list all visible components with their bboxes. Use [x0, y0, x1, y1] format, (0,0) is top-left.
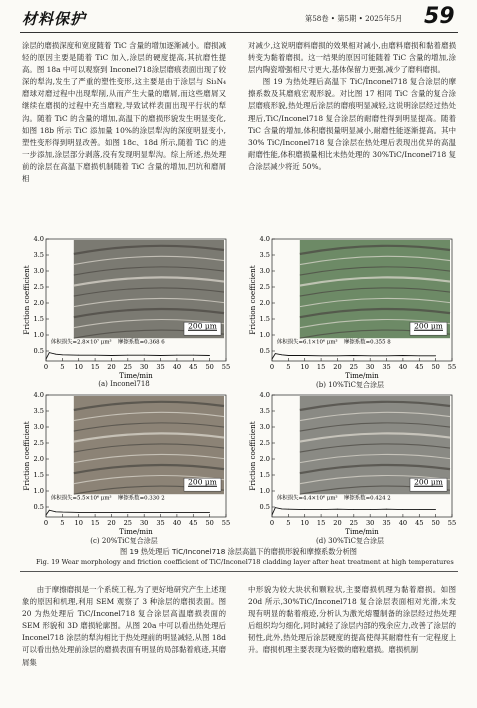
x-tick-label: 40 — [172, 519, 182, 527]
y-axis-title: Friction coefficient — [248, 421, 257, 491]
cof-point — [62, 354, 63, 355]
x-tick-label: 45 — [415, 363, 424, 371]
x-tick-label: 20 — [107, 363, 116, 371]
x-tick-label: 35 — [156, 363, 165, 371]
cof-point — [353, 509, 354, 510]
x-tick-label: 40 — [398, 519, 408, 527]
scale-bar-label: 200 μm — [188, 321, 217, 331]
cof-point — [281, 354, 282, 355]
mean-cof-label: 摩擦系数=0.424 2 — [344, 495, 391, 502]
x-axis-title: Time/min — [345, 528, 379, 535]
x-tick-label: 25 — [349, 519, 359, 527]
cof-point — [193, 512, 194, 513]
cof-point — [337, 509, 338, 510]
cof-point — [144, 512, 145, 513]
figure-caption-en: Fig. 19 Wear morphology and friction coefficient of TiC/Inconel718 cladding layer after heat treatment at high temperatures — [36, 558, 454, 566]
x-tick-label: 55 — [447, 519, 456, 527]
x-tick-label: 35 — [156, 519, 165, 527]
text-column-top-left — [22, 40, 226, 185]
cof-point — [419, 509, 420, 510]
x-tick-label: 20 — [107, 519, 116, 527]
x-tick-label: 55 — [447, 363, 456, 371]
friction-chart-c — [22, 392, 230, 535]
x-tick-label: 5 — [60, 519, 65, 527]
x-tick-label: 0 — [43, 519, 49, 527]
x-tick-label: 50 — [205, 519, 214, 527]
y-tick-label: 1.0 — [33, 487, 44, 496]
cof-point — [144, 355, 145, 356]
panel-label-b: (b) 10%TiC复合涂层 — [316, 381, 384, 389]
y-tick-label: 4.0 — [33, 236, 44, 244]
x-axis-title: Time/min — [345, 372, 379, 379]
cof-point — [435, 355, 436, 356]
x-tick-label: 10 — [300, 519, 309, 527]
cof-point — [127, 355, 128, 356]
x-tick-label: 5 — [60, 363, 65, 371]
scale-bar-label: 200 μm — [414, 477, 443, 487]
y-tick-label: 2.0 — [259, 455, 270, 464]
volume-loss-label: 体积损失=5.5×10⁶ μm³ — [50, 495, 112, 502]
y-tick-label: 3.5 — [33, 407, 44, 416]
y-tick-label: 1.5 — [259, 315, 270, 324]
cof-point — [386, 509, 387, 510]
x-tick-label: 20 — [333, 519, 342, 527]
y-tick-label: 1.0 — [259, 331, 270, 340]
x-tick-label: 0 — [269, 363, 275, 371]
x-tick-label: 5 — [286, 519, 291, 527]
y-axis-title: Friction coefficient — [248, 265, 257, 335]
cof-point — [49, 352, 50, 353]
x-tick-label: 30 — [365, 519, 375, 527]
cof-point — [403, 355, 404, 356]
y-tick-label: 2.0 — [33, 455, 44, 464]
x-tick-label: 50 — [205, 363, 214, 371]
cof-point — [288, 509, 289, 510]
x-tick-label: 0 — [43, 363, 49, 371]
journal-title: 材料保护 — [22, 10, 87, 28]
y-tick-label: 3.5 — [259, 407, 270, 416]
x-tick-label: 50 — [431, 519, 440, 527]
cof-point — [62, 512, 63, 513]
y-tick-label: 1.5 — [259, 471, 270, 480]
mean-cof-label: 摩擦系数=0.330 2 — [118, 495, 165, 502]
y-tick-label: 4.0 — [33, 392, 44, 400]
text-column-bottom-left — [22, 584, 226, 669]
paragraph: 涂层的磨损深度和宽度随着 TiC 含量的增加逐渐减小。磨损减轻的原因主要是随着 TiC 加入,涂层的硬度提高,其抗磨性提高。图 18a 中可以观察到 Inconel718涂层磨痕表面出现了较深的犁沟,发生了严重的塑性变形,这主要是由于涂层与 Si₃N₄磨球对磨过程中出现犁削,从而产生大量的磨屑,而这些磨屑又继续在磨损的过程中充当磨粒,导致试样表面出现平行状的犁沟。随着 TiC 的含量的增加,高温下的磨损形貌发生明显变化,如图 18b 所示 TiC 添加量 10%的涂层犁沟的深度明显变小,塑性变形得到明显改善。如图 18c、18d 所示,随着 TiC 的进一步添加,涂层部分剥落,没有发现明显犁沟。综上所述,热处理前的涂层在高温下磨损机制随着 TiC 含量的增加,凹坑和磨屑相 — [22, 41, 226, 184]
cof-point — [281, 509, 282, 510]
mean-cof-label: 摩擦系数=0.355 8 — [344, 339, 391, 346]
panel-label-d: (d) 30%TiC复合涂层 — [316, 537, 384, 545]
y-tick-label: 3.0 — [259, 267, 270, 276]
cof-point — [160, 512, 161, 513]
cof-point — [55, 354, 56, 355]
text-column-bottom-right — [248, 584, 456, 657]
cof-point — [209, 355, 210, 356]
friction-chart-a — [22, 236, 230, 379]
cof-point — [177, 512, 178, 513]
cof-point — [127, 512, 128, 513]
scale-bar-label: 200 μm — [414, 321, 443, 331]
x-axis-title: Time/min — [119, 372, 153, 379]
y-tick-label: 1.0 — [33, 331, 44, 340]
y-tick-label: 0.5 — [259, 347, 270, 356]
cof-point — [304, 355, 305, 356]
y-tick-label: 2.5 — [259, 283, 270, 292]
y-tick-label: 3.0 — [33, 267, 44, 276]
text-column-top-right — [248, 40, 456, 173]
x-tick-label: 45 — [189, 363, 198, 371]
cof-point — [403, 509, 404, 510]
x-axis-title: Time/min — [119, 528, 153, 535]
x-tick-label: 45 — [415, 519, 424, 527]
y-tick-label: 2.5 — [259, 439, 270, 448]
volume-loss-label: 体积损失=2.8×10⁷ μm³ — [50, 339, 112, 346]
x-tick-label: 0 — [269, 519, 275, 527]
x-tick-label: 50 — [431, 363, 440, 371]
y-tick-label: 3.5 — [33, 251, 44, 260]
friction-chart-b — [248, 236, 456, 379]
x-tick-label: 10 — [74, 519, 83, 527]
y-tick-label: 3.5 — [259, 251, 270, 260]
x-tick-label: 40 — [398, 363, 408, 371]
x-tick-label: 5 — [286, 363, 291, 371]
cof-point — [353, 355, 354, 356]
cof-point — [370, 355, 371, 356]
x-tick-label: 15 — [90, 519, 100, 527]
cof-point — [337, 355, 338, 356]
cof-point — [160, 355, 161, 356]
y-tick-label: 1.0 — [259, 487, 270, 496]
x-tick-label: 30 — [139, 519, 149, 527]
cof-point — [275, 353, 276, 354]
x-tick-label: 25 — [349, 363, 359, 371]
cof-point — [95, 355, 96, 356]
x-tick-label: 55 — [221, 363, 230, 371]
figure-panel-c — [22, 392, 230, 535]
header-rule — [20, 32, 458, 33]
x-tick-label: 25 — [123, 363, 133, 371]
y-tick-label: 0.5 — [33, 347, 44, 356]
y-tick-label: 0.5 — [33, 503, 44, 512]
page-number: 59 — [424, 4, 455, 29]
x-tick-label: 25 — [123, 519, 133, 527]
cof-point — [386, 355, 387, 356]
x-tick-label: 35 — [382, 519, 391, 527]
scale-bar-label: 200 μm — [188, 477, 217, 487]
y-tick-label: 1.5 — [33, 471, 44, 480]
x-tick-label: 30 — [365, 363, 375, 371]
caption-rule — [20, 571, 458, 572]
y-tick-label: 4.0 — [259, 236, 270, 244]
cof-point — [370, 509, 371, 510]
paragraph: 图 19 为热处理后高温下 TiC/Inconel718 复合涂层的摩擦系数及其磨痕宏观形貌。对比图 17 相同 TiC 含量的复合涂层磨痕形貌,热处理后涂层的磨痕明显减轻,这说明涂层经过热处理后,TiC/Inconel718 复合涂层的耐磨性得到明显提高。随着 TiC 含量的增加,体积磨损量明显减小,耐磨性能逐渐提高。其中 30% TiC/Inconel718 复合涂层在热处理后表现出优异的高温耐磨性能,体积磨损量相比未热处理的 30%TiC/Inconel718 复合涂层减少将近 50%。 — [248, 77, 456, 171]
x-tick-label: 30 — [139, 363, 149, 371]
cof-point — [193, 355, 194, 356]
cof-point — [49, 510, 50, 511]
x-tick-label: 40 — [172, 363, 182, 371]
friction-chart-d — [248, 392, 456, 535]
x-tick-label: 10 — [74, 363, 83, 371]
cof-point — [275, 507, 276, 508]
figure-panel-a — [22, 236, 230, 379]
cof-point — [288, 355, 289, 356]
x-tick-label: 45 — [189, 519, 198, 527]
page-header — [0, 0, 477, 34]
cof-series-line — [272, 508, 436, 515]
y-tick-label: 2.0 — [259, 299, 270, 308]
cof-point — [177, 355, 178, 356]
y-tick-label: 4.0 — [259, 392, 270, 400]
cof-point — [78, 512, 79, 513]
cof-point — [111, 355, 112, 356]
cof-point — [435, 509, 436, 510]
cof-point — [304, 509, 305, 510]
panel-label-a: (a) Inconel718 — [98, 380, 150, 388]
x-tick-label: 15 — [316, 519, 326, 527]
y-tick-label: 2.0 — [33, 299, 44, 308]
x-tick-label: 35 — [382, 363, 391, 371]
volume-loss-label: 体积损失=4.4×10⁶ μm³ — [276, 495, 338, 502]
x-tick-label: 15 — [90, 363, 100, 371]
x-tick-label: 55 — [221, 519, 230, 527]
y-axis-title: Friction coefficient — [22, 265, 31, 335]
cof-point — [209, 512, 210, 513]
cof-point — [55, 511, 56, 512]
y-tick-label: 3.0 — [259, 423, 270, 432]
panel-label-c: (c) 20%TiC复合涂层 — [90, 537, 158, 545]
paragraph: 中形貌为较大块状和颗粒状,主要磨损机理为黏着磨损。如图 20d 所示,30%TiC/Inconel718 复合涂层表面相对光滑,未发现有明显的黏着痕迹,分析认为激光熔覆制备的涂层经过热处理后组织均匀细化,同时减轻了涂层内部的残余应力,改善了涂层的韧性,此外,热处理后涂层硬度的提高使得其耐磨性有一定程度上升。磨损机理主要表现为轻微的磨粒磨损。磨损机制 — [248, 585, 456, 655]
x-tick-label: 10 — [300, 363, 309, 371]
figure-panel-b — [248, 236, 456, 379]
y-tick-label: 0.5 — [259, 503, 270, 512]
cof-point — [78, 355, 79, 356]
cof-point — [321, 355, 322, 356]
issue-info: 第58卷 • 第5期 • 2025年5月 — [305, 14, 403, 23]
mean-cof-label: 摩擦系数=0.368 6 — [118, 339, 165, 346]
paragraph: 由于摩擦磨损是一个系统工程,为了更好地研究产生上述现象的原因和机理,利用 SEM 观察了 3 种涂层的磨损表面。图 20 为热处理后 TiC/Inconel718 复合涂层高温磨损表面的 SEM 形貌和 3D 磨损轮廓图。从图 20a 中可以看出热处理后 Inconel718 涂层的犁沟相比于热处理前的明显减轻,从图 18d 可以看出热处理前涂层的磨损表面有明显的局部黏着痕迹,其磨屑集 — [22, 585, 226, 667]
y-tick-label: 2.5 — [33, 439, 44, 448]
y-tick-label: 3.0 — [33, 423, 44, 432]
y-axis-title: Friction coefficient — [22, 421, 31, 491]
y-tick-label: 2.5 — [33, 283, 44, 292]
paragraph: 对减少,这说明磨料磨损的效果相对减小,由磨料磨损和黏着磨损转变为黏着磨损。这一结果的原因可能随着 TiC 含量的增加,涂层内陶瓷增强相尺寸更大,基体保留力更强,减少了磨料磨损。 — [248, 41, 456, 75]
x-tick-label: 20 — [333, 363, 342, 371]
y-tick-label: 1.5 — [33, 315, 44, 324]
figure-panel-d — [248, 392, 456, 535]
cof-point — [95, 512, 96, 513]
volume-loss-label: 体积损失=6.1×10⁶ μm³ — [276, 339, 338, 346]
cof-point — [419, 355, 420, 356]
cof-point — [321, 509, 322, 510]
cof-point — [111, 512, 112, 513]
x-tick-label: 15 — [316, 363, 326, 371]
figure-caption-cn: 图 19 热处理后 TiC/Inconel718 涂层高温下的磨损形貌和摩擦系数分析图 — [120, 547, 357, 556]
